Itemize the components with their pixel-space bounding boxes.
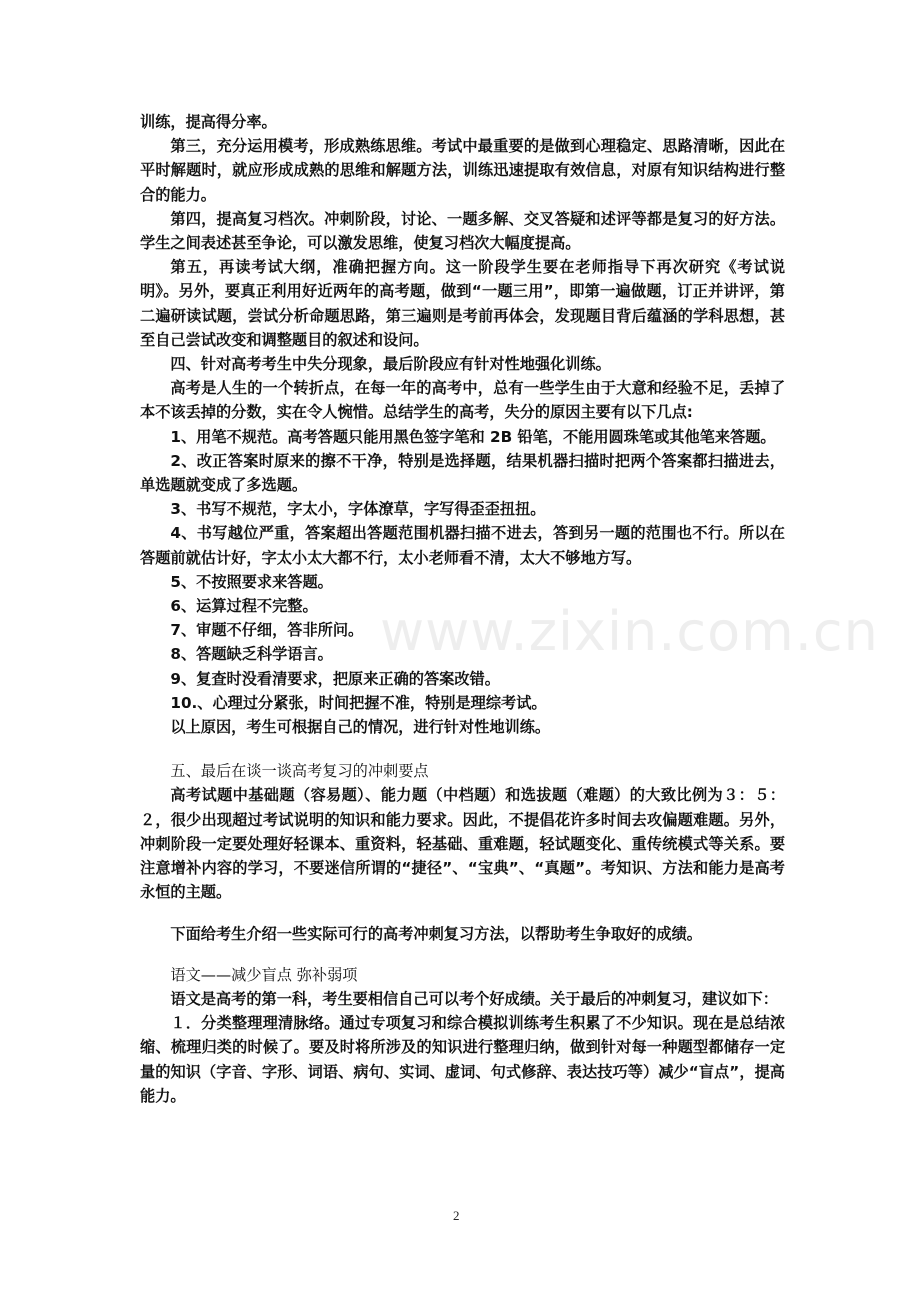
page-number: 2 xyxy=(453,1208,460,1223)
paragraph: 第五，再读考试大纲，准确把握方向。这一阶段学生要在老师指导下再次研究《考试说明》。另外，要真正利用好近两年的高考题，做到“一题三用”，即第一遍做题，订正并讲评，第二遍研读试题，尝试分析命题思路，第三遍则是考前再体会，发现题目背后蕴涵的学科思想，甚至自己尝试改变和调整题目的叙述和设问。 xyxy=(140,258,785,349)
paragraph: 训练，提高得分率。 xyxy=(140,113,277,131)
paragraph: 以上原因，考生可根据自己的情况，进行针对性地训练。 xyxy=(170,718,551,737)
list-item: 2、改正答案时原来的擦不干净，特别是选择题，结果机器扫描时把两个答案都扫描进去，单选题就变成了多选题。 xyxy=(140,451,785,495)
section-heading: 四、针对高考考生中失分现象，最后阶段应有针对性地强化训练。 xyxy=(170,355,611,374)
list-item: 10.、心理过分紧张，时间把握不准，特别是理综考试。 xyxy=(170,693,547,712)
list-item: 6、运算过程不完整。 xyxy=(170,597,318,616)
list-item: 5、不按照要求来答题。 xyxy=(170,572,333,591)
paragraph: 第四，提高复习档次。冲刺阶段，讨论、一题多解、交叉答疑和述评等都是复习的好方法。学生之间表述甚至争论，可以激发思维，使复习档次大幅度提高。 xyxy=(140,209,785,253)
paragraph: 下面给考生介绍一些实际可行的高考冲刺复习方法，以帮助考生争取好的成绩。 xyxy=(170,924,702,943)
list-item: 9、复查时没看清要求，把原来正确的答案改错。 xyxy=(170,669,500,688)
list-item: 7、审题不仔细，答非所问。 xyxy=(170,621,364,640)
paragraph: １．分类整理理清脉络。通过专项复习和综合模拟训练考生积累了不少知识。现在是总结浓缩、梳理归类的时候了。要及时将所涉及的知识进行整理归纳，做到针对每一种题型都储存一定量的知识（字音、字形、词语、病句、实词、虚词、句式修辞、表达技巧等）减少“盲点”，提高能力。 xyxy=(140,1014,785,1105)
document-body xyxy=(140,110,785,1108)
subsection-heading: 语文——减少盲点 弥补弱项 xyxy=(170,965,358,984)
list-item: 4、书写越位严重，答案超出答题范围机器扫描不进去，答到另一题的范围也不行。所以在答题前就估计好，字太小太大都不行，太小老师看不清，太大不够地方写。 xyxy=(140,524,785,567)
paragraph: 第三，充分运用模考，形成熟练思维。考试中最重要的是做到心理稳定、思路清晰，因此在平时解题时，就应形成成熟的思维和解题方法，训练迅速提取有效信息，对原有知识结构进行整合的能力。 xyxy=(140,137,785,204)
paragraph: 高考试题中基础题（容易题）、能力题（中档题）和选拔题（难题）的大致比例为３：５：２，很少出现超过考试说明的知识和能力要求。因此，不提倡花许多时间去攻偏题难题。另外，冲刺阶段一定要处理好轻课本、重资料，轻基础、重难题，轻试题变化、重传统模式等关系。要注意增补内容的学习，不要迷信所谓的“捷径”、“宝典”、“真题”。考知识、方法和能力是高考永恒的主题。 xyxy=(140,786,785,902)
watermark: www.zixin.com.cn xyxy=(380,600,879,663)
list-item: 8、答题缺乏科学语言。 xyxy=(170,645,333,664)
list-item: 3、书写不规范，字太小，字体潦草，字写得歪歪扭扭。 xyxy=(170,500,546,519)
paragraph: 高考是人生的一个转折点，在每一年的高考中，总有一些学生由于大意和经验不足，丢掉了本不该丢掉的分数，实在令人惋惜。总结学生的高考，失分的原因主要有以下几点: xyxy=(140,379,785,422)
list-item: 1、用笔不规范。高考答题只能用黑色签字笔和 2B 铅笔，不能用圆珠笔或其他笔来答题。 xyxy=(170,427,776,446)
section-heading: 五、最后在谈一谈高考复习的冲刺要点 xyxy=(170,762,429,781)
paragraph: 语文是高考的第一科，考生要相信自己可以考个好成绩。关于最后的冲刺复习，建议如下： xyxy=(170,989,778,1008)
